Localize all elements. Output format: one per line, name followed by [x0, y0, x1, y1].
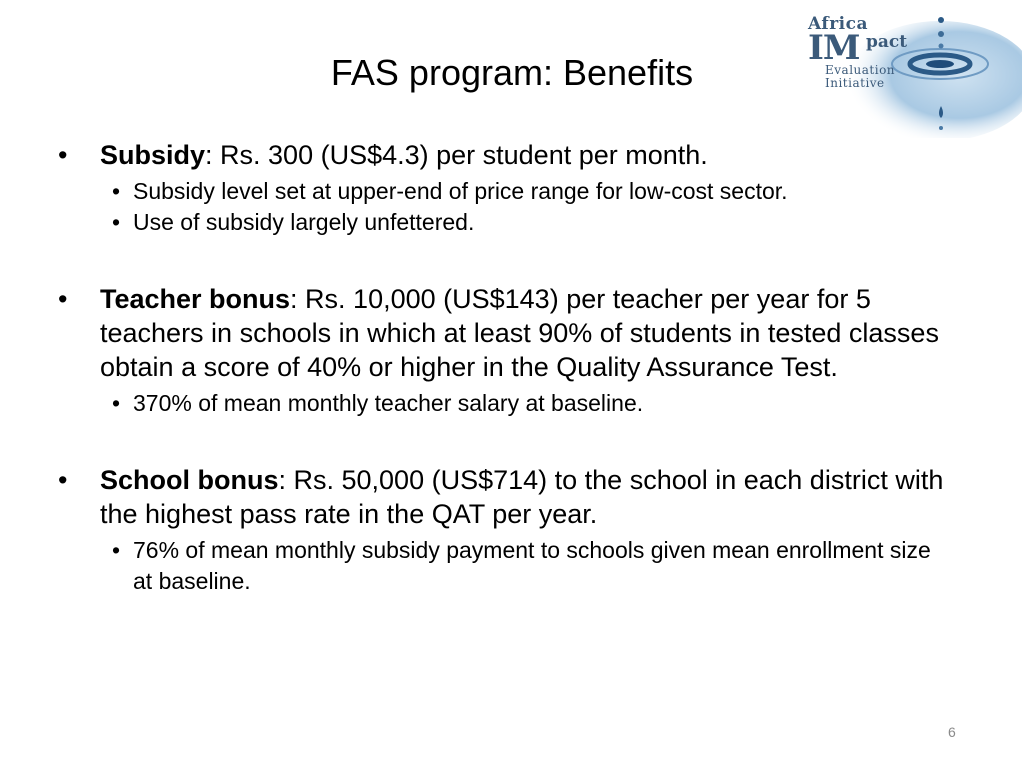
bullet-school-bonus	[56, 463, 956, 531]
bullet-dot-icon: •	[58, 140, 68, 170]
slide-body	[56, 138, 956, 597]
logo-text-im: IM	[808, 28, 860, 68]
slide-title: FAS program: Benefits	[330, 52, 694, 93]
bullet-dot-icon: •	[58, 284, 68, 314]
bullet-text: : Rs. 300 (US$4.3) per student per month.	[205, 140, 708, 170]
sub-bullet	[100, 388, 956, 419]
logo-text-pact: pact	[866, 32, 908, 52]
bullet-text: : Rs. 10,000 (US$143) per teacher per year for 5 teachers in schools in which at least 90% of students in tested classes obtain a score of 40% or higher in the Quality Assurance Test.	[100, 284, 939, 382]
logo-text-africa: Africa	[808, 14, 868, 34]
page-number: 6	[948, 724, 956, 740]
bullet-list	[56, 463, 956, 597]
bullet-teacher-bonus	[56, 282, 956, 384]
bullet-text: : Rs. 50,000 (US$714) to the school in each district with the highest pass rate in the QAT per year.	[100, 465, 944, 529]
sub-bullet-text: Use of subsidy largely unfettered.	[133, 209, 475, 235]
sub-bullet	[100, 207, 956, 238]
bullet-term: School bonus	[100, 465, 279, 495]
africa-impact-logo	[790, 6, 1022, 138]
bullet-dot-icon: •	[112, 537, 121, 563]
bullet-dot-icon: •	[112, 209, 121, 235]
bullet-term: Teacher bonus	[100, 284, 291, 314]
sub-bullet-text: 370% of mean monthly teacher salary at baseline.	[133, 390, 644, 416]
sub-bullet-text: 76% of mean monthly subsidy payment to schools given mean enrollment size at baseline.	[133, 537, 931, 594]
logo-text-evaluation: Evaluation	[825, 63, 896, 77]
bullet-dot-icon: •	[58, 465, 68, 495]
bullet-dot-icon: •	[112, 390, 121, 416]
logo-text-evaluation-initiative	[825, 64, 895, 90]
bullet-subsidy	[56, 138, 956, 172]
logo-text-initiative: Initiative	[825, 76, 885, 90]
sub-bullet	[100, 535, 956, 597]
sub-bullet	[100, 176, 956, 207]
bullet-list	[56, 282, 956, 419]
bullet-list	[56, 138, 956, 238]
bullet-dot-icon: •	[112, 178, 121, 204]
bullet-term: Subsidy	[100, 140, 206, 170]
sub-bullet-text: Subsidy level set at upper-end of price range for low-cost sector.	[133, 178, 788, 204]
